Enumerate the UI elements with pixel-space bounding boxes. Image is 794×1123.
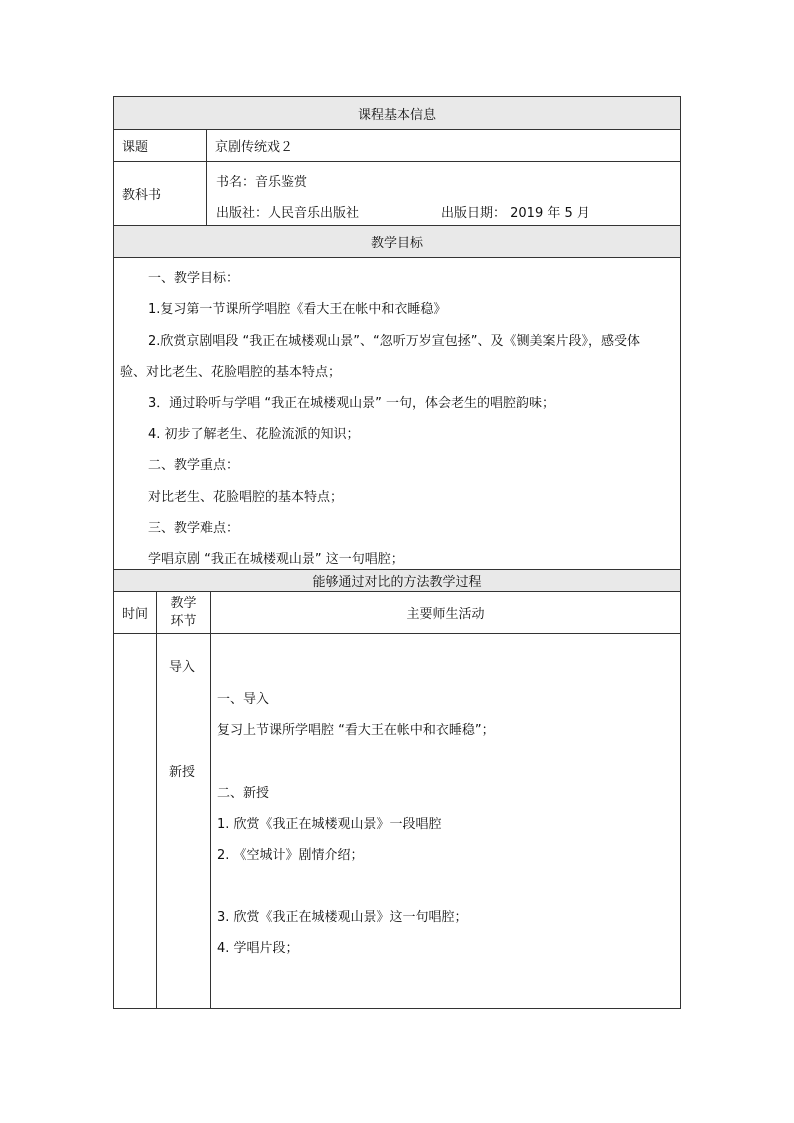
goal-line-9: 三、教学难点： (148, 521, 240, 536)
col-time-label: 时间 (121, 607, 148, 622)
col-stage-label-2: 环节 (170, 613, 197, 629)
activity-cell (211, 634, 680, 1008)
topic-label: 课题 (122, 140, 149, 155)
activity-intro-review: 复习上节课所学唱腔 “看大王在帐中和衣睡稳”； (217, 723, 495, 738)
publisher: 出版社：人民音乐出版社 (216, 206, 360, 221)
col-stage-label-1: 教学 (170, 595, 197, 611)
goal-line-1: 一、教学目标： (148, 271, 240, 286)
process-body-row (114, 634, 680, 1008)
lesson-plan-table (113, 96, 681, 1009)
goal-line-6: 4. 初步了解老生、花脸流派的知识； (148, 427, 360, 442)
topic-row (114, 130, 680, 162)
goal-line-2: 1.复习第一节课所学唱腔《看大王在帐中和衣睡稳》 (148, 302, 447, 317)
textbook-label-cell (114, 162, 207, 225)
section-header-basic-info (114, 97, 680, 130)
teaching-goal-content (114, 258, 680, 570)
activity-item-4: 4. 学唱片段； (217, 941, 299, 956)
textbook-label: 教科书 (122, 188, 162, 203)
book-name: 书名：音乐鉴赏 (216, 175, 308, 190)
activity-item-3: 3. 欣赏《我正在城楼观山景》这一句唱腔； (217, 910, 468, 925)
section-title-basic-info: 课程基本信息 (357, 107, 436, 123)
section-title-teaching-goal: 教学目标 (370, 236, 423, 251)
activity-item-1: 1. 欣赏《我正在城楼观山景》一段唱腔 (217, 817, 442, 832)
activity-intro-heading: 一、导入 (217, 692, 270, 707)
activity-new-heading: 二、新授 (217, 786, 270, 801)
goal-line-5: 3．通过聆听与学唱 “我正在城楼观山景” 一句，体会老生的唱腔韵味； (148, 396, 556, 411)
goal-line-8: 对比老生、花脸唱腔的基本特点； (148, 490, 344, 505)
section-title-process: 能够通过对比的方法教学过程 (312, 575, 482, 590)
activity-item-2: 2. 《空城计》剧情介绍； (217, 848, 364, 863)
publish-date: 出版日期： 2019 年 5 月 (441, 206, 590, 221)
textbook-info-cell (207, 162, 680, 225)
goal-line-3: 2.欣赏京剧唱段 “我正在城楼观山景”、“忽听万岁宣包拯”、及《铡美案片段》，感受体 (148, 334, 640, 349)
section-header-process (114, 570, 680, 592)
goal-line-4: 验、对比老生、花脸唱腔的基本特点； (120, 365, 342, 380)
topic-value: 京剧传统戏２ (215, 140, 294, 155)
col-stage-header (157, 592, 211, 633)
col-time-header (114, 592, 157, 633)
stage-intro: 导入 (169, 660, 196, 675)
topic-value-cell (207, 130, 680, 161)
col-activity-header (211, 592, 680, 633)
section-header-teaching-goal (114, 226, 680, 258)
goal-line-10: 学唱京剧 “我正在城楼观山景” 这一句唱腔； (148, 552, 404, 567)
stage-new: 新授 (169, 765, 196, 780)
stage-cell (157, 634, 211, 1008)
topic-label-cell (114, 130, 207, 161)
textbook-row (114, 162, 680, 226)
goal-line-7: 二、教学重点： (148, 458, 240, 473)
time-cell (114, 634, 157, 1008)
process-header-row (114, 592, 680, 634)
col-activity-label: 主要师生活动 (406, 607, 485, 622)
